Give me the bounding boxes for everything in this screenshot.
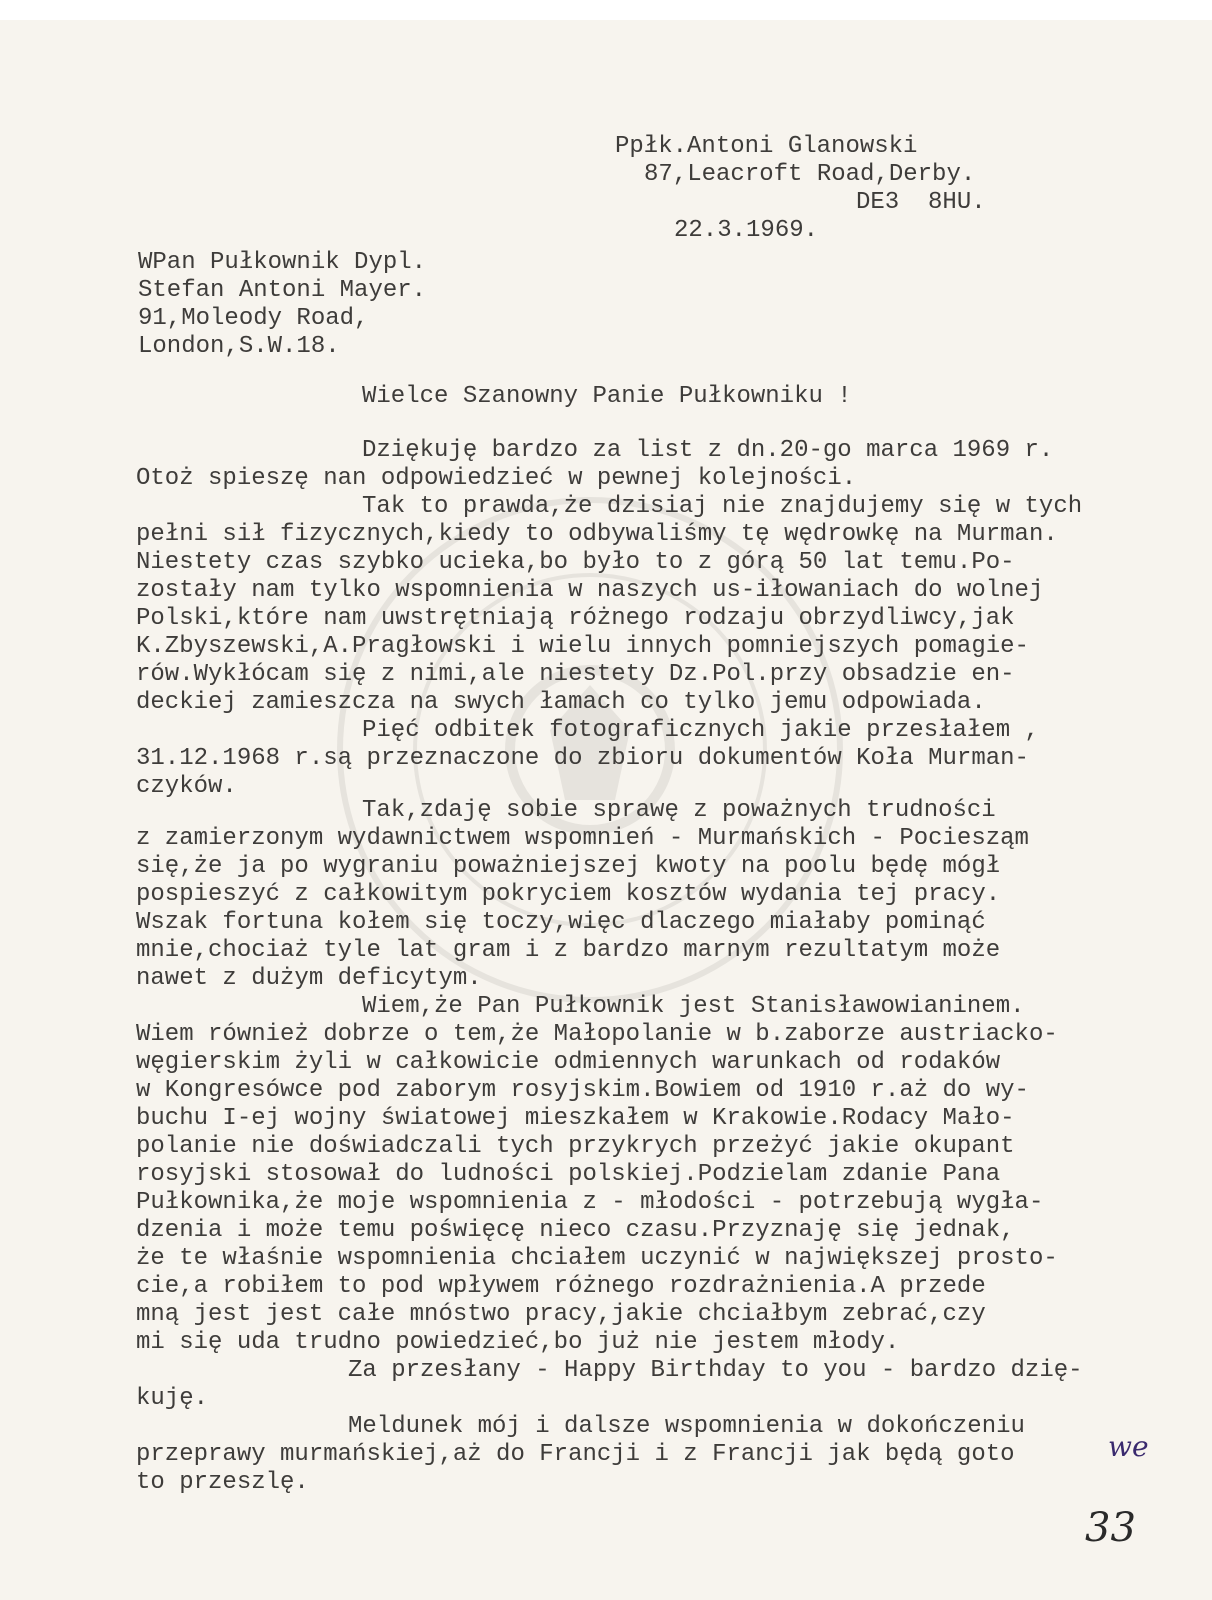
body-line: Otoż spieszę nan odpowiedzieć w pewnej kolejności. xyxy=(136,465,857,492)
sender-name: Ppłk.Antoni Glanowski xyxy=(615,133,918,160)
recipient-line-2: Stefan Antoni Mayer. xyxy=(138,277,427,304)
recipient-line-1: WPan Pułkownik Dypl. xyxy=(138,249,427,276)
body-line: K.Zbyszewski,A.Pragłowski i wielu innych pomniejszych pomagie- xyxy=(136,633,1029,660)
body-line: zostały nam tylko wspomnienia w naszych us-iłowaniach do wolnej xyxy=(136,577,1044,604)
body-line: dzenia i może temu poświęcę nieco czasu.Przyznaję się jednak, xyxy=(136,1217,1015,1244)
body-line: że te właśnie wspomnienia chciałem uczynić w największej prosto- xyxy=(136,1245,1058,1272)
body-line: się,że ja po wygraniu poważniejszej kwoty na poolu będę mógł xyxy=(136,853,1001,880)
body-line: nawet z dużym deficytym. xyxy=(136,965,482,992)
body-line: Tak,zdaję sobie sprawę z poważnych trudności xyxy=(362,797,996,824)
body-line: przeprawy murmańskiej,aż do Francji i z Francji jak będą goto xyxy=(136,1441,1015,1468)
body-line: rów.Wykłócam się z nimi,ale niestety Dz.Pol.przy obsadzie en- xyxy=(136,661,1015,688)
recipient-line-4: London,S.W.18. xyxy=(138,333,340,360)
body-line: Wiem,że Pan Pułkownik jest Stanisławowianinem. xyxy=(362,993,1025,1020)
body-line: pospieszyć z całkowitym pokryciem kosztów wydania tej pracy. xyxy=(136,881,1001,908)
sender-postcode: DE3 8HU. xyxy=(856,189,986,216)
body-line: kuję. xyxy=(136,1385,209,1412)
handwritten-correction: we xyxy=(1108,1430,1149,1463)
body-line: Wszak fortuna kołem się toczy,więc dlaczego miałaby pominąć xyxy=(136,909,986,936)
body-line: węgierskim żyli w całkowicie odmiennych warunkach od rodaków xyxy=(136,1049,1001,1076)
letter-date: 22.3.1969. xyxy=(674,217,819,244)
salutation: Wielce Szanowny Panie Pułkowniku ! xyxy=(362,383,852,410)
body-line: Tak to prawda,że dzisiaj nie znajdujemy się w tych xyxy=(362,493,1083,520)
body-line: czyków. xyxy=(136,773,237,800)
recipient-line-3: 91,Moleody Road, xyxy=(138,305,369,332)
body-line: deckiej zamieszcza na swych łamach co tylko jemu odpowiada. xyxy=(136,689,986,716)
body-line: pełni sił fizycznych,kiedy to odbywaliśmy tę wędrowkę na Murman. xyxy=(136,521,1058,548)
body-line: Meldunek mój i dalsze wspomnienia w dokończeniu xyxy=(348,1413,1025,1440)
body-line: Polski,które nam uwstrętniają różnego rodzaju obrzydliwcy,jak xyxy=(136,605,1015,632)
body-line: z zamierzonym wydawnictwem wspomnień - Murmańskich - Pociesząm xyxy=(136,825,1029,852)
body-line: w Kongresówce pod zaborym rosyjskim.Bowiem od 1910 r.aż do wy- xyxy=(136,1077,1029,1104)
body-line: mi się uda trudno powiedzieć,bo już nie jestem młody. xyxy=(136,1329,900,1356)
body-line: cie,a robiłem to pod wpływem różnego rozdrażnienia.A przede xyxy=(136,1273,986,1300)
body-line: 31.12.1968 r.są przeznaczone do zbioru dokumentów Koła Murman- xyxy=(136,745,1029,772)
body-line: to przeszlę. xyxy=(136,1469,309,1496)
body-line: Za przesłany - Happy Birthday to you - bardzo dzię- xyxy=(348,1357,1083,1384)
scan-top-margin xyxy=(0,0,1212,20)
body-line: rosyjski stosował do ludności polskiej.Podzielam zdanie Pana xyxy=(136,1161,1001,1188)
body-line: Pułkownika,że moje wspomnienia z - młodości - potrzebują wygła- xyxy=(136,1189,1044,1216)
body-line: mną jest jest całe mnóstwo pracy,jakie chciałbym zebrać,czy xyxy=(136,1301,986,1328)
body-line: buchu I-ej wojny światowej mieszkałem w Krakowie.Rodacy Mało- xyxy=(136,1105,1015,1132)
body-line: Pięć odbitek fotograficznych jakie przesłałem , xyxy=(362,717,1039,744)
body-line: Niestety czas szybko ucieka,bo było to z górą 50 lat temu.Po- xyxy=(136,549,1015,576)
body-line: polanie nie doświadczali tych przykrych przeżyć jakie okupant xyxy=(136,1133,1015,1160)
sender-address: 87,Leacroft Road,Derby. xyxy=(644,161,976,188)
body-line: mnie,chociaż tyle lat gram i z bardzo marnym rezultatym może xyxy=(136,937,1001,964)
body-line: Dziękuję bardzo za list z dn.20-go marca 1969 r. xyxy=(362,437,1054,464)
page-number: 33 xyxy=(1085,1505,1136,1551)
body-line: Wiem również dobrze o tem,że Małopolanie w b.zaborze austriacko- xyxy=(136,1021,1058,1048)
